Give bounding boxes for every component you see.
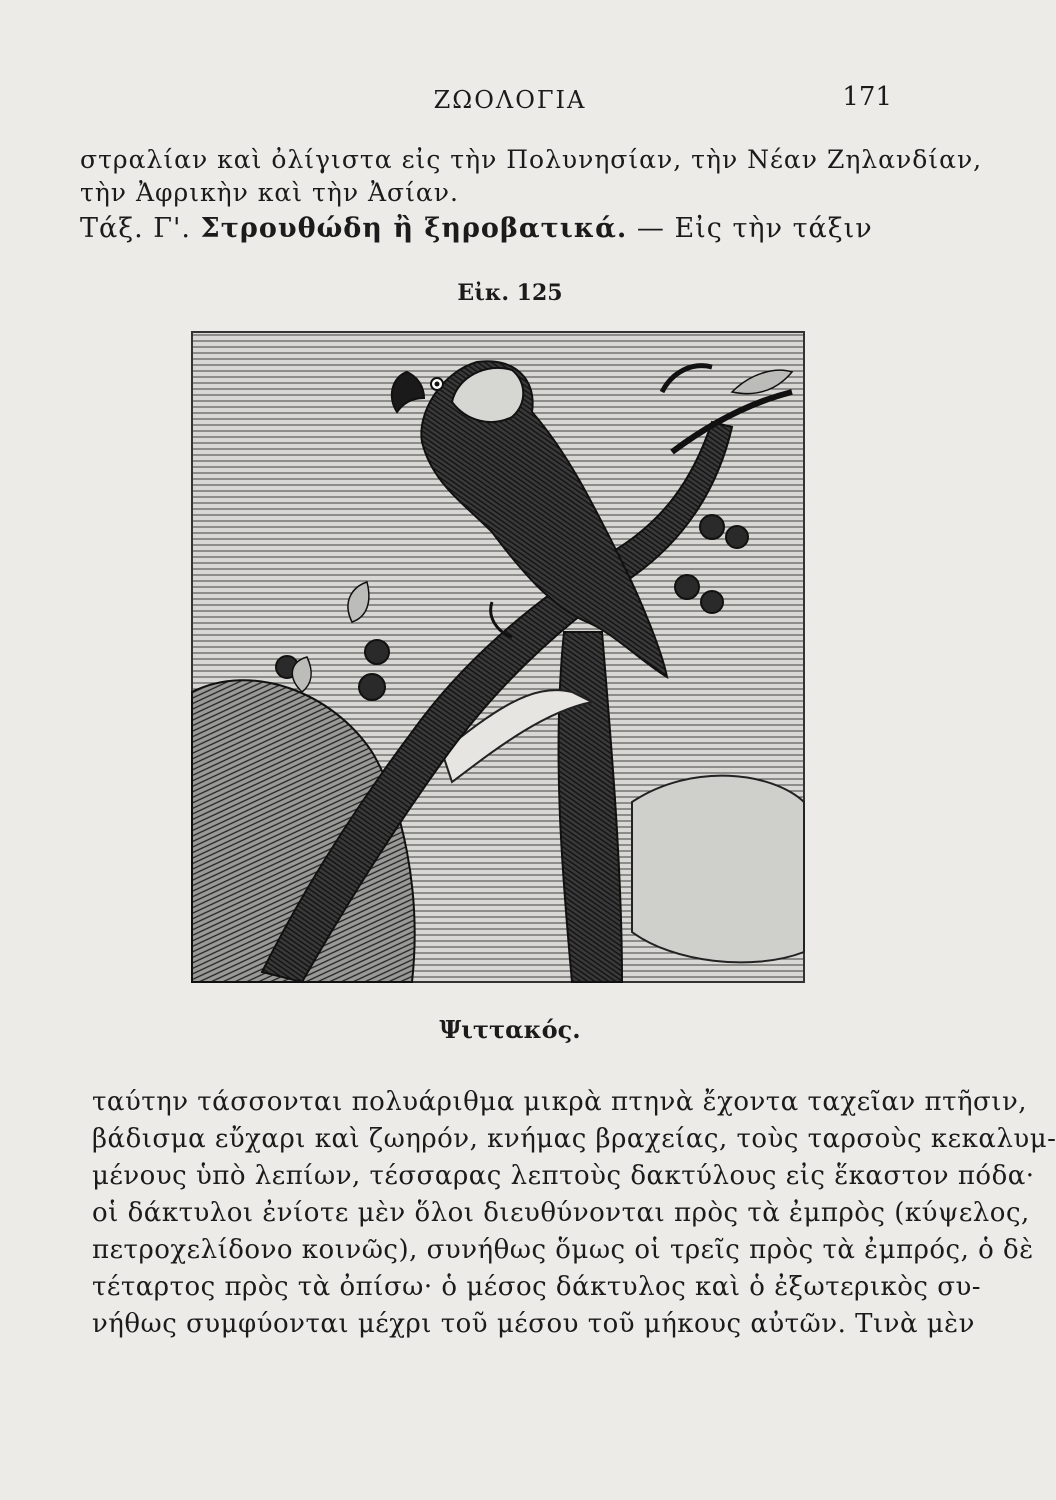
figure-caption: Ψιττακός. — [439, 1015, 581, 1044]
figure-label: Εἰκ. 125 — [457, 280, 563, 306]
order-heading-line — [80, 213, 910, 244]
body-line: ταύτην τάσσονται πολυάριθμα μικρὰ πτηνὰ ἔχοντα ταχεῖαν πτῆσιν, — [92, 1087, 1028, 1117]
order-name: Στρουθώδη ἢ ξηροβατικά. — [200, 213, 628, 244]
order-continuation: — Εἰς τὴν τάξιν — [627, 213, 873, 244]
body-line: βάδισμα εὔχαρι καὶ ζωηρόν, κνήμας βραχείας, τοὺς ταρσοὺς κεκαλυμ- — [92, 1124, 1056, 1154]
large-leaf-right — [632, 776, 804, 963]
body-line: μένους ὑπὸ λεπίων, τέσσαρας λεπτοὺς δακτύλους εἰς ἕκαστον πόδα· — [92, 1161, 1035, 1191]
body-line: νήθως συμφύονται μέχρι τοῦ μέσου τοῦ μήκους αὐτῶν. Τινὰ μὲν — [92, 1309, 975, 1339]
page-number: 171 — [842, 82, 892, 112]
running-header: ΖΩΟΛΟΓΙΑ — [433, 86, 587, 114]
text-line-2: τὴν Ἀφρικὴν καὶ τὴν Ἀσίαν. — [80, 178, 459, 207]
body-line: πετροχελίδονο κοινῶς), συνήθως ὅμως οἱ τρεῖς πρὸς τὰ ἐμπρός, ὁ δὲ — [92, 1235, 1034, 1265]
order-label: Τάξ. Γ'. — [80, 213, 201, 244]
parrot-engraving — [192, 332, 804, 982]
text-line-1: στραλίαν καὶ ὀλίγιστα εἰς τὴν Πολυνησίαν, τὴν Νέαν Ζηλανδίαν, — [80, 145, 983, 174]
body-line: τέταρτος πρὸς τὰ ὀπίσω· ὁ μέσος δάκτυλος καὶ ὁ ἐξωτερικὸς συ- — [92, 1272, 982, 1302]
body-line: οἱ δάκτυλοι ἐνίοτε μὲν ὅλοι διευθύνονται πρὸς τὰ ἐμπρὸς (κύψελος, — [92, 1198, 1030, 1228]
